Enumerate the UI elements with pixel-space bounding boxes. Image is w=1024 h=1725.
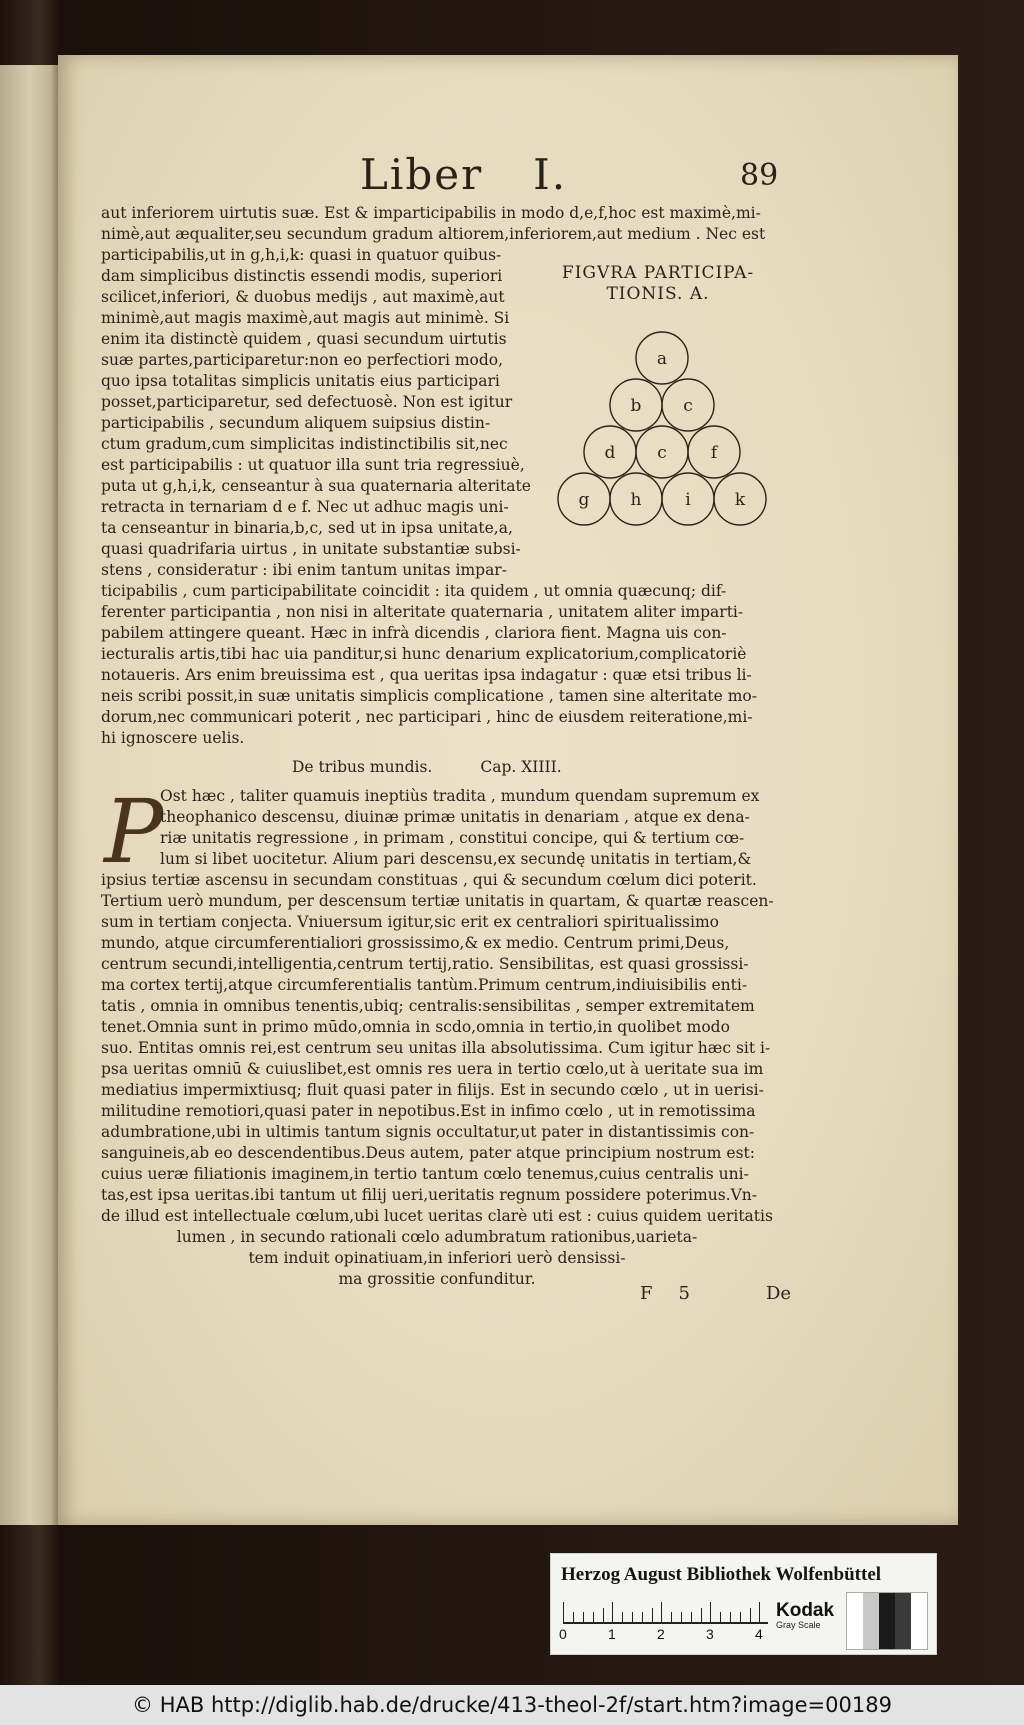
text-line: lum si libet uocitetur. Alium pari descensu,ex secundę unitatis in tertiam,&: [160, 850, 752, 868]
chapter-title: De tribus mundis.: [292, 758, 433, 776]
text-line: psa ueritas omniū & cuiuslibet,est omnis res uera in tertio cœlo,ut à ueritate sua im: [101, 1060, 764, 1078]
paragraph-2-full: [101, 870, 774, 1227]
ruler-tick: [759, 1602, 760, 1622]
library-scale-card: [550, 1553, 937, 1655]
ruler-tick: [750, 1608, 751, 1622]
text-line: ipsius tertiæ ascensu in secundam constituas , qui & secundum cœlum dici poterit.: [101, 871, 757, 889]
chapter-number: Cap. XIIII.: [480, 758, 562, 776]
text-line: sanguineis,ab eo descendentibus.Deus autem, pater atque principium nostrum est:: [101, 1144, 755, 1162]
text-line: stens , consideratur : ibi enim tantum unitas impar-: [101, 561, 507, 579]
ruler-tick: [632, 1612, 633, 1622]
text-line: adumbratione,ubi in ultimis tantum signis occultatur,ut pater in distantissimis con-: [101, 1123, 755, 1141]
text-line: est participabilis : ut quatuor illa sunt tria regressiuè,: [101, 456, 525, 474]
figure-label: k: [734, 490, 746, 510]
library-name: Herzog August Bibliothek Wolfenbüttel: [561, 1564, 882, 1585]
text-line: riæ unitatis regressione , in primam , constitui concipe, qui & tertium cœ-: [160, 829, 745, 847]
text-line: quo ipsa totalitas simplicis unitatis eius participari: [101, 372, 500, 390]
text-line: mundo, atque circumferentialiori grossissimo,& ex medio. Centrum primi,Deus,: [101, 934, 730, 952]
ruler-tick: [583, 1612, 584, 1622]
ruler-tick: [642, 1612, 643, 1622]
ruler-tick: [740, 1612, 741, 1622]
gray-patch: [895, 1593, 911, 1649]
figure-label: a: [656, 349, 668, 369]
text-line: ticipabilis , cum participabilitate coincidit : ita quidem , ut omnia quæcunq; dif-: [101, 582, 727, 600]
ruler-tick: [720, 1612, 721, 1622]
text-line: participabilis,ut in g,h,i,k: quasi in quatuor quibus-: [101, 246, 502, 264]
ruler-number: 4: [755, 1626, 763, 1642]
participation-figure-svg: [552, 330, 782, 530]
text-line: militudine remotiori,quasi pater in nepotibus.Est in infimo cœlo , ut in remotissima: [101, 1102, 756, 1120]
text-line: ma grossitie confunditur.: [338, 1270, 536, 1288]
text-line: participabilis , secundum aliquem suipsius distin-: [101, 414, 491, 432]
paragraph-1-narrow: [101, 245, 531, 581]
ruler-tick: [593, 1612, 594, 1622]
text-line: suæ partes,participaretur:non eo perfectiori modo,: [101, 351, 504, 369]
ruler-tick: [730, 1612, 731, 1622]
figure-label: c: [683, 396, 693, 416]
text-line: mediatius impermixtiusq; fluit quasi pater in filijs. Est in secundo cœlo , ut in uerisi-: [101, 1081, 764, 1099]
figure-label: i: [685, 490, 691, 510]
figure-label: g: [578, 490, 590, 510]
signature-line: [640, 1283, 817, 1304]
ruler-tick: [691, 1612, 692, 1622]
text-line: dam simplicibus distinctis essendi modis, superiori: [101, 267, 503, 285]
gray-patch: [879, 1593, 895, 1649]
paragraph-2-indented: [160, 786, 759, 870]
text-line: tas,est ipsa ueritas.ibi tantum ut filij ueri,ueritatis regnum possidere poterimus.Vn-: [101, 1186, 758, 1204]
catchword: De: [765, 1283, 792, 1304]
text-line: nimè,aut æqualiter,seu secundum gradum altiorem,inferiorem,aut medium . Nec est: [101, 225, 766, 243]
figure-label: c: [657, 443, 667, 463]
signature-mark: F: [640, 1283, 653, 1304]
kodak-brand: Kodak: [776, 1600, 835, 1621]
signature-number: 5: [678, 1283, 690, 1304]
text-line: ma cortex tertij,atque circumferentialis tantùm.Primum centrum,indiuisibilis enti-: [101, 976, 748, 994]
ruler-tick: [622, 1612, 623, 1622]
page-number: 89: [740, 158, 779, 193]
text-line: suo. Entitas omnis rei,est centrum seu unitas illa absolutissima. Cum igitur hæc sit i-: [101, 1039, 771, 1057]
ruler-tick: [563, 1602, 564, 1622]
text-line: de illud est intellectuale cœlum,ubi lucet ueritas clarè uti est : cuius quidem ueritatis: [101, 1207, 773, 1225]
text-line: scilicet,inferiori, & duobus medijs , aut maximè,aut: [101, 288, 505, 306]
text-line: pabilem attingere queant. Hæc in infrà dicendis , clariora fient. Magna uis con-: [101, 624, 727, 642]
ruler-tick: [603, 1608, 604, 1622]
drop-capital: P: [104, 780, 164, 883]
footer-url: © HAB http://diglib.hab.de/drucke/413-theol-2f/start.htm?image=00189: [0, 1685, 1024, 1725]
text-line: theophanico descensu, diuinæ primæ unitatis in denariam , atque ex dena-: [160, 808, 750, 826]
gray-patch: [863, 1593, 879, 1649]
facing-page-edge: [0, 65, 58, 1525]
text-line: Tertium uerò mundum, per descensum tertiæ unitatis in quartam, & quartæ reascen-: [101, 892, 774, 910]
ruler-number: 3: [706, 1626, 714, 1642]
figure-label: h: [630, 490, 642, 510]
paragraph-1-rest: [101, 581, 757, 749]
ruler-tick: [661, 1602, 662, 1622]
ruler-number: 1: [608, 1626, 616, 1642]
ruler-tick: [701, 1608, 702, 1622]
figure-label: f: [710, 443, 718, 463]
text-line: centrum secundi,intelligentia,centrum tertij,ratio. Sensibilitas, est quasi grossissi-: [101, 955, 749, 973]
gray-patch: [847, 1593, 863, 1649]
ruler-tick: [612, 1602, 613, 1622]
text-line: lumen , in secundo rationali cœlo adumbratum rationibus,uarieta-: [176, 1228, 698, 1246]
text-line: dorum,nec communicari poterit , nec participari , hinc de eiusdem reiteratione,mi-: [101, 708, 753, 726]
figure-label: d: [604, 443, 616, 463]
text-line: posset,participaretur, sed defectuosè. Non est igitur: [101, 393, 513, 411]
ruler-tick: [681, 1612, 682, 1622]
text-line: tatis , omnia in omnibus tenentis,ubiq; centralis:sensibilitas , semper extremitatem: [101, 997, 755, 1015]
running-header-title: Liber: [360, 150, 484, 199]
text-line: retracta in ternariam d e f. Nec ut adhuc magis uni-: [101, 498, 509, 516]
text-line: puta ut g,h,i,k, censeantur à sua quaternaria alteritate: [101, 477, 531, 495]
text-line: Ost hæc , taliter quamuis ineptiùs tradita , mundum quendam supremum ex: [160, 787, 760, 805]
text-line: neis scribi possit,in suæ unitatis simplicis complicatione , tamen sine alteritate mo-: [101, 687, 758, 705]
participation-figure: [552, 330, 782, 530]
paragraph-2-taper: [101, 1227, 773, 1290]
figure-title: [538, 263, 778, 305]
text-line: tenet.Omnia sunt in primo mūdo,omnia in scdo,omnia in tertio,in quolibet modo: [101, 1018, 730, 1036]
text-line: ferenter participantia , non nisi in alteritate quaternaria , unitatem aliter imparti-: [101, 603, 744, 621]
text-line: hi ignoscere uelis.: [101, 729, 245, 747]
text-line: ta censeantur in binaria,b,c, sed ut in ipsa unitate,a,: [101, 519, 513, 537]
gray-scale-swatch: [846, 1592, 928, 1650]
gray-patch: [911, 1593, 927, 1649]
ruler-tick: [652, 1608, 653, 1622]
text-line: cuius ueræ filiationis imaginem,in tertio tantum cœlo tenemus,cuius centralis uni-: [101, 1165, 749, 1183]
ruler-tick: [710, 1602, 711, 1622]
text-line: minimè,aut magis maximè,aut magis aut minimè. Si: [101, 309, 510, 327]
ruler-number: 0: [559, 1626, 567, 1642]
figure-label: b: [630, 396, 642, 416]
running-header-book-number: I.: [533, 150, 568, 199]
figure-title-line-2: TIONIS. A.: [606, 284, 710, 304]
chapter-heading: [292, 758, 610, 776]
measurement-ruler: [563, 1598, 768, 1624]
text-line: ctum gradum,cum simplicitas indistinctibilis sit,nec: [101, 435, 508, 453]
kodak-subtitle: Gray Scale: [776, 1620, 821, 1630]
text-line: notaueris. Ars enim breuissima est , qua ueritas ipsa indagatur : quæ etsi tribus li-: [101, 666, 752, 684]
ruler-tick: [573, 1612, 574, 1622]
text-line: enim ita distinctè quidem , quasi secundum uirtutis: [101, 330, 507, 348]
paragraph-1-full: [101, 203, 765, 245]
text-line: tem induit opinatiuam,in inferiori uerò densissi-: [248, 1249, 626, 1267]
running-header: [360, 150, 567, 199]
ruler-tick: [671, 1612, 672, 1622]
figure-title-line-1: FIGVRA PARTICIPA-: [561, 263, 755, 283]
kodak-logo: [776, 1600, 834, 1630]
ruler-number: 2: [657, 1626, 665, 1642]
text-line: iecturalis artis,tibi hac uia panditur,si hunc denarium explicatorium,complicatoriè: [101, 645, 747, 663]
text-line: aut inferiorem uirtutis suæ. Est & imparticipabilis in modo d,e,f,hoc est maximè,mi-: [101, 204, 761, 222]
text-line: sum in tertiam conjecta. Vniuersum igitur,sic erit ex centraliori spiritualissimo: [101, 913, 719, 931]
text-line: quasi quadrifaria uirtus , in unitate substantiæ subsi-: [101, 540, 521, 558]
